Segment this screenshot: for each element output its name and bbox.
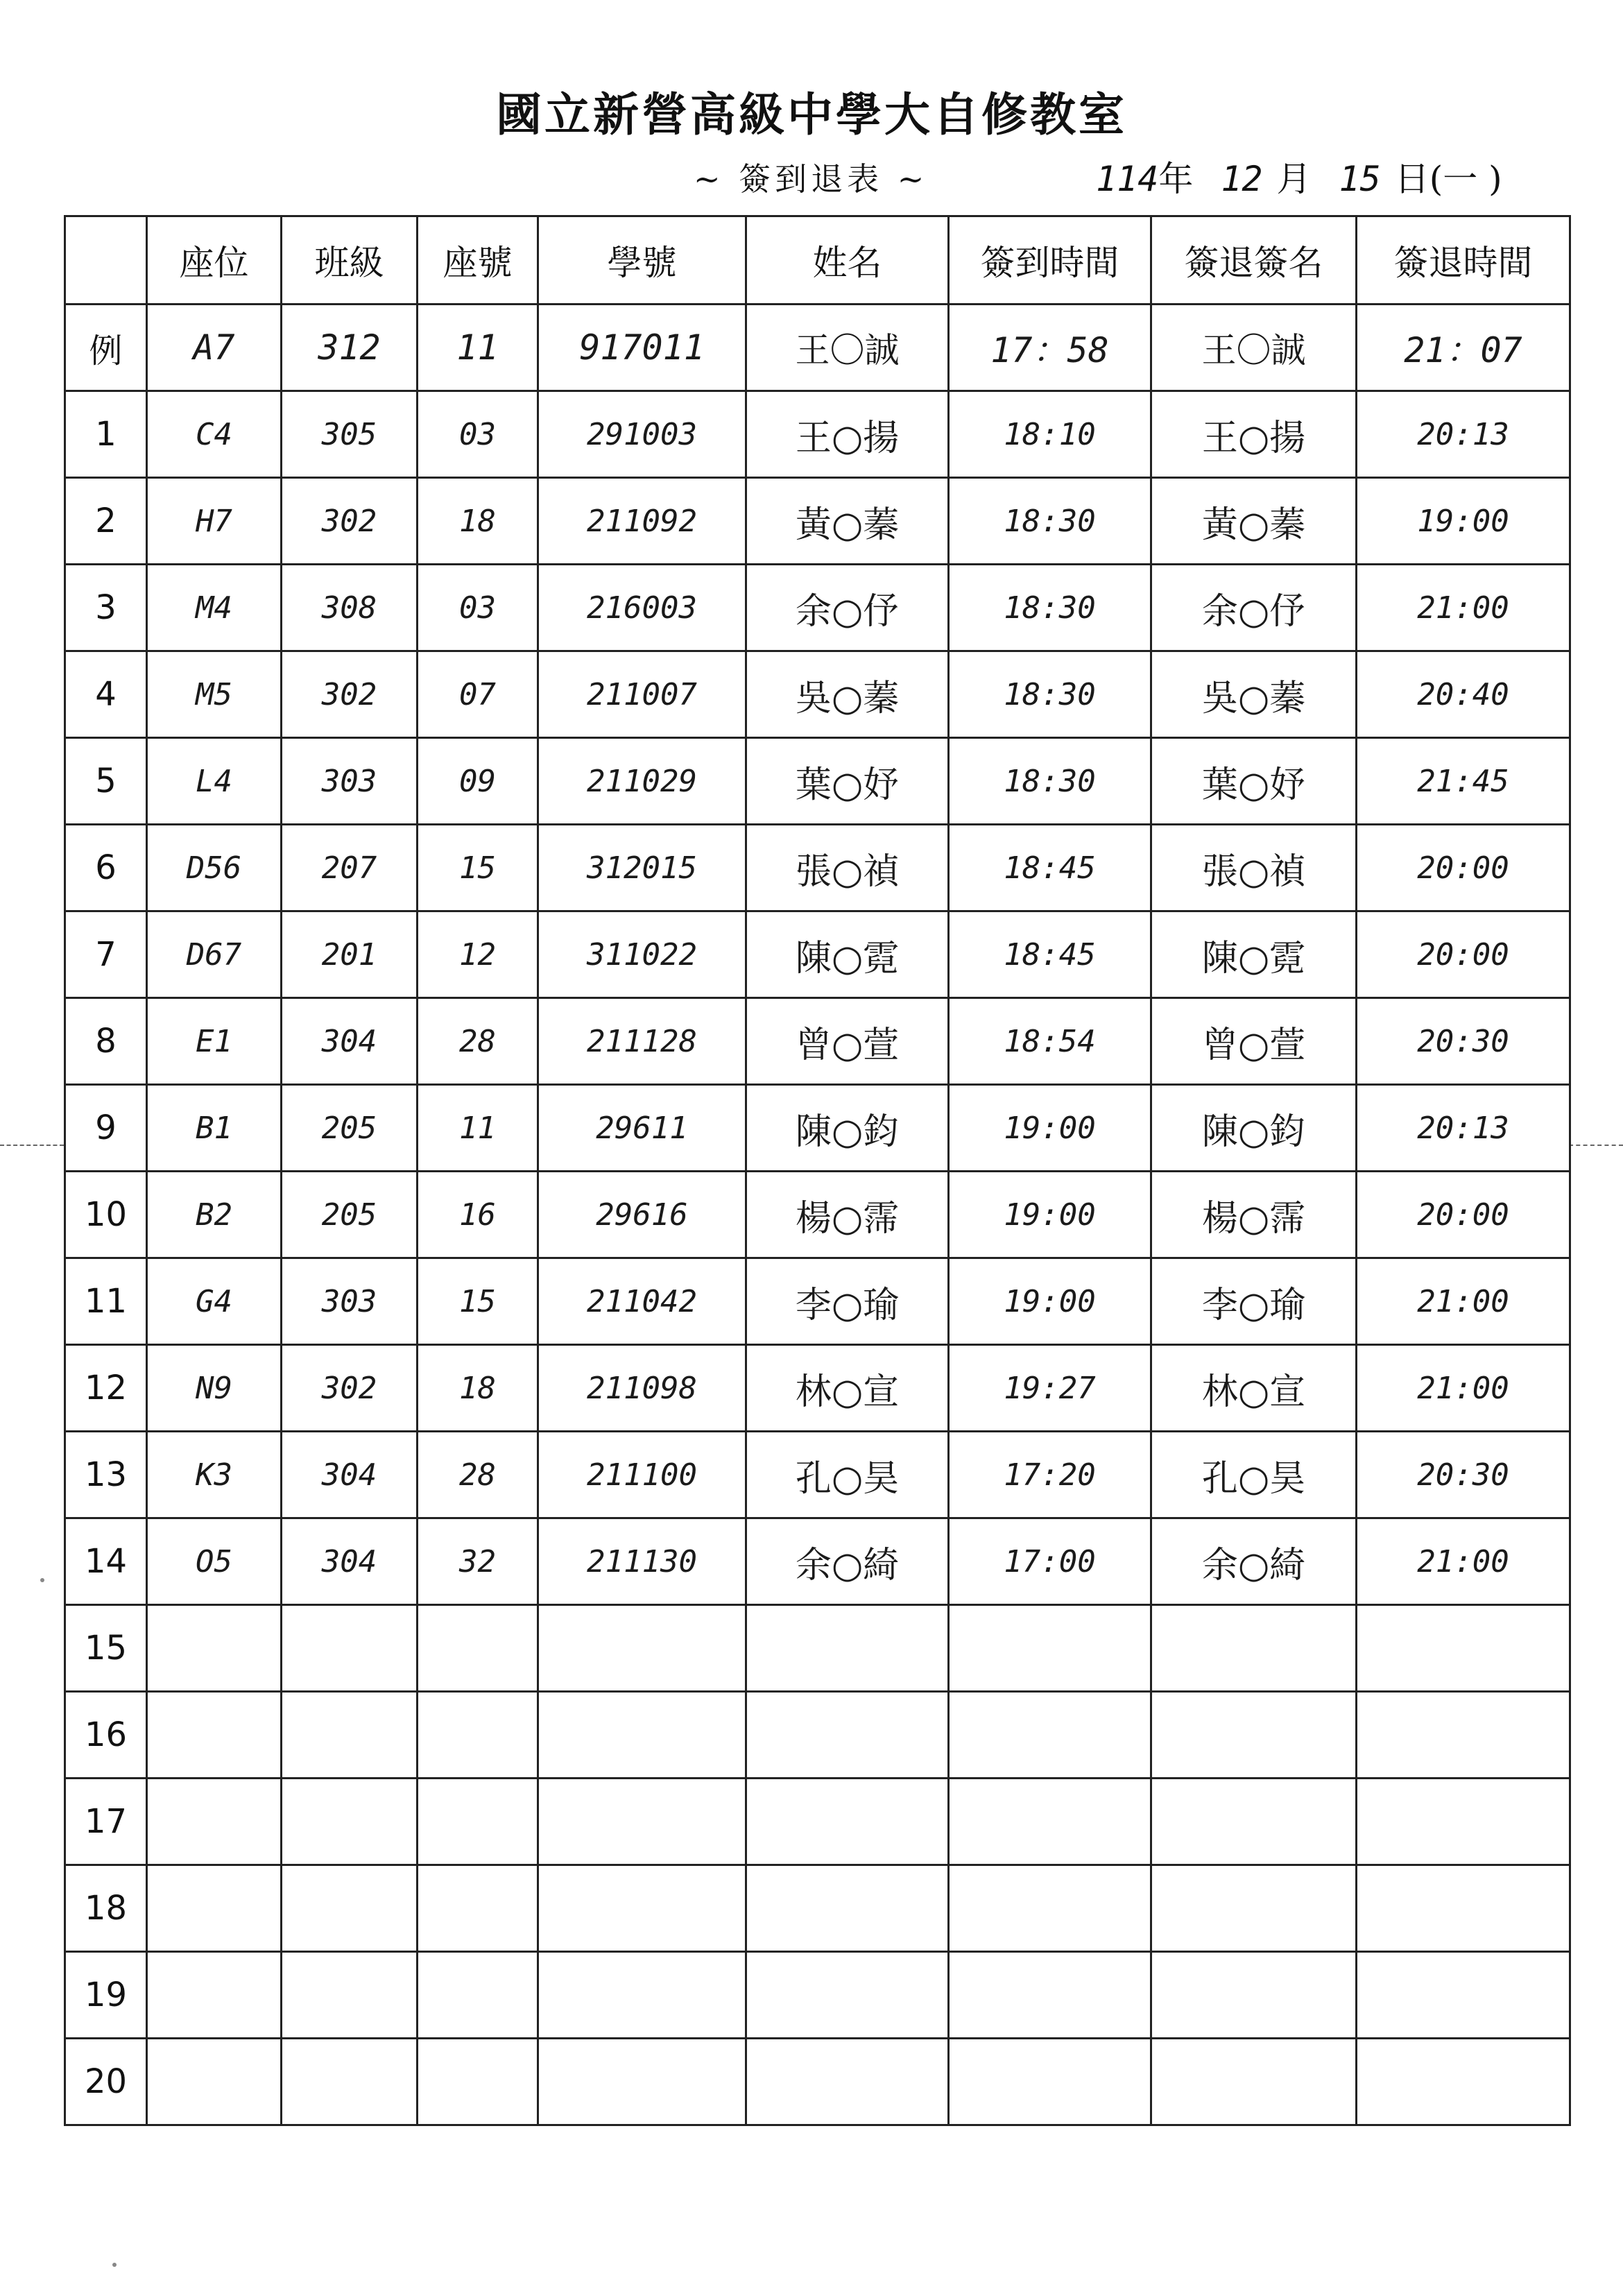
cell-signout-signature: 黃○蓁 bbox=[1151, 478, 1357, 565]
cell-checkout-time: 20:40 bbox=[1357, 651, 1570, 738]
cell-seat-no: 09 bbox=[418, 738, 538, 825]
table-row bbox=[65, 998, 1570, 1085]
cell-checkin-time: 17:20 bbox=[949, 1432, 1151, 1518]
cell-student-id: 211042 bbox=[538, 1258, 746, 1345]
table-row bbox=[65, 1952, 1570, 2039]
cell-seat bbox=[147, 1692, 282, 1779]
cell-student-id: 211092 bbox=[538, 478, 746, 565]
cell-row-number: 11 bbox=[65, 1258, 147, 1345]
cell-seat: M5 bbox=[147, 651, 282, 738]
cell-seat-no: 15 bbox=[418, 825, 538, 911]
cell-checkin-time bbox=[949, 1865, 1151, 1952]
cell-name: 吳○蓁 bbox=[746, 651, 949, 738]
cell-checkin-time: 18:45 bbox=[949, 825, 1151, 911]
cell-checkout-time: 20:13 bbox=[1357, 1085, 1570, 1172]
table-row bbox=[65, 1518, 1570, 1605]
cell-seat: D67 bbox=[147, 911, 282, 998]
cell-class: 304 bbox=[282, 998, 418, 1085]
col-header-signout-signature: 簽退簽名 bbox=[1151, 216, 1357, 305]
cell-class: 205 bbox=[282, 1085, 418, 1172]
cell-row-number: 12 bbox=[65, 1345, 147, 1432]
cell-checkin-time: 17：58 bbox=[949, 305, 1151, 391]
table-row bbox=[65, 1172, 1570, 1258]
cell-name bbox=[746, 1605, 949, 1692]
cell-row-number: 18 bbox=[65, 1865, 147, 1952]
cell-row-number: 1 bbox=[65, 391, 147, 478]
cell-class: 308 bbox=[282, 565, 418, 651]
cell-class: 304 bbox=[282, 1432, 418, 1518]
cell-student-id: 29611 bbox=[538, 1085, 746, 1172]
cell-name: 余○伃 bbox=[746, 565, 949, 651]
cell-seat-no bbox=[418, 1605, 538, 1692]
cell-seat-no: 28 bbox=[418, 998, 538, 1085]
cell-student-id: 211130 bbox=[538, 1518, 746, 1605]
cell-seat-no: 18 bbox=[418, 478, 538, 565]
cell-name: 李○瑜 bbox=[746, 1258, 949, 1345]
cell-checkin-time: 18:54 bbox=[949, 998, 1151, 1085]
cell-checkout-time: 21：07 bbox=[1357, 305, 1570, 391]
cell-seat-no bbox=[418, 1692, 538, 1779]
scan-speck bbox=[40, 1578, 44, 1582]
cell-seat: G4 bbox=[147, 1258, 282, 1345]
cell-class: 302 bbox=[282, 1345, 418, 1432]
cell-name bbox=[746, 1692, 949, 1779]
cell-student-id: 312015 bbox=[538, 825, 746, 911]
cell-student-id bbox=[538, 1952, 746, 2039]
cell-seat-no: 03 bbox=[418, 565, 538, 651]
cell-seat-no bbox=[418, 1952, 538, 2039]
cell-seat bbox=[147, 2039, 282, 2125]
cell-name: 黃○蓁 bbox=[746, 478, 949, 565]
cell-checkin-time: 19:00 bbox=[949, 1172, 1151, 1258]
col-header-seat: 座位 bbox=[147, 216, 282, 305]
cell-checkout-time bbox=[1357, 2039, 1570, 2125]
cell-seat-no: 18 bbox=[418, 1345, 538, 1432]
date-weekday: (一 ) bbox=[1429, 159, 1502, 199]
cell-seat: M4 bbox=[147, 565, 282, 651]
table-row bbox=[65, 391, 1570, 478]
cell-row-number: 9 bbox=[65, 1085, 147, 1172]
cell-checkout-time: 20:30 bbox=[1357, 1432, 1570, 1518]
table-row bbox=[65, 2039, 1570, 2125]
cell-class bbox=[282, 1779, 418, 1865]
cell-seat-no: 11 bbox=[418, 1085, 538, 1172]
col-header-class: 班級 bbox=[282, 216, 418, 305]
cell-signout-signature: 李○瑜 bbox=[1151, 1258, 1357, 1345]
cell-checkout-time: 20:00 bbox=[1357, 911, 1570, 998]
cell-student-id bbox=[538, 1692, 746, 1779]
date-line bbox=[1096, 151, 1502, 201]
cell-signout-signature: 孔○昊 bbox=[1151, 1432, 1357, 1518]
cell-row-number: 20 bbox=[65, 2039, 147, 2125]
cell-name: 楊○霈 bbox=[746, 1172, 949, 1258]
table-row bbox=[65, 1085, 1570, 1172]
cell-name: 陳○霓 bbox=[746, 911, 949, 998]
date-year: 114 bbox=[1096, 159, 1159, 199]
cell-student-id: 211128 bbox=[538, 998, 746, 1085]
table-row bbox=[65, 1605, 1570, 1692]
cell-student-id bbox=[538, 2039, 746, 2125]
table-row bbox=[65, 825, 1570, 911]
cell-seat: B1 bbox=[147, 1085, 282, 1172]
cell-student-id: 211100 bbox=[538, 1432, 746, 1518]
cell-seat: O5 bbox=[147, 1518, 282, 1605]
cell-class bbox=[282, 1605, 418, 1692]
cell-student-id: 211029 bbox=[538, 738, 746, 825]
cell-checkout-time: 20:00 bbox=[1357, 1172, 1570, 1258]
cell-signout-signature bbox=[1151, 1952, 1357, 2039]
cell-student-id bbox=[538, 1865, 746, 1952]
cell-row-number: 4 bbox=[65, 651, 147, 738]
cell-row-number: 2 bbox=[65, 478, 147, 565]
cell-student-id: 291003 bbox=[538, 391, 746, 478]
cell-seat bbox=[147, 1865, 282, 1952]
cell-class: 304 bbox=[282, 1518, 418, 1605]
cell-signout-signature: 陳○霓 bbox=[1151, 911, 1357, 998]
cell-student-id: 311022 bbox=[538, 911, 746, 998]
cell-name: 王〇誠 bbox=[746, 305, 949, 391]
cell-class: 302 bbox=[282, 651, 418, 738]
cell-student-id: 29616 bbox=[538, 1172, 746, 1258]
cell-class bbox=[282, 1865, 418, 1952]
cell-name bbox=[746, 1779, 949, 1865]
cell-seat: L4 bbox=[147, 738, 282, 825]
scan-speck bbox=[112, 2263, 117, 2267]
cell-signout-signature bbox=[1151, 2039, 1357, 2125]
cell-name: 余○綺 bbox=[746, 1518, 949, 1605]
cell-signout-signature: 吳○蓁 bbox=[1151, 651, 1357, 738]
cell-row-number: 5 bbox=[65, 738, 147, 825]
cell-seat-no: 03 bbox=[418, 391, 538, 478]
cell-checkin-time bbox=[949, 1952, 1151, 2039]
cell-seat-no: 16 bbox=[418, 1172, 538, 1258]
header-row bbox=[65, 216, 1570, 305]
cell-signout-signature: 余○伃 bbox=[1151, 565, 1357, 651]
cell-checkout-time bbox=[1357, 1952, 1570, 2039]
cell-checkout-time: 21:00 bbox=[1357, 1258, 1570, 1345]
table-row bbox=[65, 565, 1570, 651]
cell-student-id: 211098 bbox=[538, 1345, 746, 1432]
cell-seat-no: 32 bbox=[418, 1518, 538, 1605]
cell-name bbox=[746, 1952, 949, 2039]
cell-checkout-time bbox=[1357, 1779, 1570, 1865]
cell-seat-no bbox=[418, 1779, 538, 1865]
cell-checkin-time: 17:00 bbox=[949, 1518, 1151, 1605]
col-header-name: 姓名 bbox=[746, 216, 949, 305]
cell-row-number: 19 bbox=[65, 1952, 147, 2039]
table-row bbox=[65, 1779, 1570, 1865]
cell-seat-no bbox=[418, 2039, 538, 2125]
cell-seat bbox=[147, 1952, 282, 2039]
cell-checkin-time: 18:30 bbox=[949, 565, 1151, 651]
cell-seat: E1 bbox=[147, 998, 282, 1085]
cell-name bbox=[746, 1865, 949, 1952]
cell-signout-signature: 葉○妤 bbox=[1151, 738, 1357, 825]
cell-checkin-time: 18:10 bbox=[949, 391, 1151, 478]
cell-seat: C4 bbox=[147, 391, 282, 478]
cell-checkin-time bbox=[949, 2039, 1151, 2125]
cell-class: 205 bbox=[282, 1172, 418, 1258]
cell-checkout-time: 21:00 bbox=[1357, 1345, 1570, 1432]
cell-seat-no: 15 bbox=[418, 1258, 538, 1345]
cell-class: 201 bbox=[282, 911, 418, 998]
cell-name: 張○禎 bbox=[746, 825, 949, 911]
date-year-unit: 年 bbox=[1158, 159, 1194, 199]
table-row bbox=[65, 911, 1570, 998]
page-title: 國立新營高級中學大自修教室 bbox=[496, 87, 1127, 142]
table-row bbox=[65, 651, 1570, 738]
cell-checkin-time: 18:45 bbox=[949, 911, 1151, 998]
cell-name: 孔○昊 bbox=[746, 1432, 949, 1518]
date-day: 15 bbox=[1339, 159, 1381, 199]
cell-checkin-time: 18:30 bbox=[949, 478, 1151, 565]
cell-name: 王○揚 bbox=[746, 391, 949, 478]
col-header-student-id: 學號 bbox=[538, 216, 746, 305]
cell-seat: N9 bbox=[147, 1345, 282, 1432]
cell-student-id bbox=[538, 1605, 746, 1692]
cell-row-number: 17 bbox=[65, 1779, 147, 1865]
cell-name: 曾○萱 bbox=[746, 998, 949, 1085]
col-header-checkout-time: 簽退時間 bbox=[1357, 216, 1570, 305]
cell-checkout-time: 20:13 bbox=[1357, 391, 1570, 478]
cell-class: 305 bbox=[282, 391, 418, 478]
cell-student-id: 216003 bbox=[538, 565, 746, 651]
cell-class: 312 bbox=[282, 305, 418, 391]
cell-checkin-time: 19:00 bbox=[949, 1258, 1151, 1345]
cell-row-number: 3 bbox=[65, 565, 147, 651]
cell-row-number: 10 bbox=[65, 1172, 147, 1258]
cell-student-id bbox=[538, 1779, 746, 1865]
col-header-seat-no: 座號 bbox=[418, 216, 538, 305]
cell-row-number: 16 bbox=[65, 1692, 147, 1779]
cell-checkin-time: 18:30 bbox=[949, 651, 1151, 738]
date-month-unit: 月 bbox=[1276, 159, 1312, 199]
cell-checkin-time bbox=[949, 1605, 1151, 1692]
cell-row-number: 15 bbox=[65, 1605, 147, 1692]
date-day-unit: 日 bbox=[1394, 159, 1429, 199]
cell-signout-signature: 張○禎 bbox=[1151, 825, 1357, 911]
cell-seat-no bbox=[418, 1865, 538, 1952]
table-row bbox=[65, 1692, 1570, 1779]
cell-signout-signature bbox=[1151, 1865, 1357, 1952]
table-row bbox=[65, 1865, 1570, 1952]
cell-checkin-time bbox=[949, 1779, 1151, 1865]
cell-checkin-time bbox=[949, 1692, 1151, 1779]
cell-signout-signature: 王〇誠 bbox=[1151, 305, 1357, 391]
cell-row-number: 6 bbox=[65, 825, 147, 911]
cell-row-number: 例 bbox=[65, 305, 147, 391]
cell-signout-signature: 陳○鈞 bbox=[1151, 1085, 1357, 1172]
cell-signout-signature bbox=[1151, 1692, 1357, 1779]
cell-seat: B2 bbox=[147, 1172, 282, 1258]
cell-row-number: 14 bbox=[65, 1518, 147, 1605]
table-row bbox=[65, 1345, 1570, 1432]
cell-signout-signature bbox=[1151, 1779, 1357, 1865]
cell-class bbox=[282, 1692, 418, 1779]
cell-checkout-time bbox=[1357, 1692, 1570, 1779]
cell-name: 林○宣 bbox=[746, 1345, 949, 1432]
cell-row-number: 7 bbox=[65, 911, 147, 998]
table-row bbox=[65, 738, 1570, 825]
table-row bbox=[65, 478, 1570, 565]
col-header-checkin-time: 簽到時間 bbox=[949, 216, 1151, 305]
cell-seat-no: 12 bbox=[418, 911, 538, 998]
cell-signout-signature bbox=[1151, 1605, 1357, 1692]
table-row bbox=[65, 1258, 1570, 1345]
cell-checkout-time: 21:00 bbox=[1357, 1518, 1570, 1605]
cell-class: 303 bbox=[282, 1258, 418, 1345]
cell-checkout-time: 19:00 bbox=[1357, 478, 1570, 565]
cell-seat bbox=[147, 1605, 282, 1692]
cell-checkin-time: 19:00 bbox=[949, 1085, 1151, 1172]
cell-row-number: 8 bbox=[65, 998, 147, 1085]
date-month: 12 bbox=[1221, 159, 1263, 199]
cell-signout-signature: 余○綺 bbox=[1151, 1518, 1357, 1605]
cell-signout-signature: 林○宣 bbox=[1151, 1345, 1357, 1432]
cell-seat bbox=[147, 1779, 282, 1865]
cell-student-id: 211007 bbox=[538, 651, 746, 738]
cell-class: 207 bbox=[282, 825, 418, 911]
cell-checkout-time: 20:00 bbox=[1357, 825, 1570, 911]
sign-in-table bbox=[64, 215, 1571, 2126]
cell-class bbox=[282, 1952, 418, 2039]
cell-signout-signature: 楊○霈 bbox=[1151, 1172, 1357, 1258]
cell-checkout-time bbox=[1357, 1865, 1570, 1952]
example-row bbox=[65, 305, 1570, 391]
cell-signout-signature: 王○揚 bbox=[1151, 391, 1357, 478]
cell-seat-no: 07 bbox=[418, 651, 538, 738]
cell-seat: A7 bbox=[147, 305, 282, 391]
col-header-index bbox=[65, 216, 147, 305]
cell-seat: H7 bbox=[147, 478, 282, 565]
cell-seat: K3 bbox=[147, 1432, 282, 1518]
cell-checkout-time: 20:30 bbox=[1357, 998, 1570, 1085]
form-subtitle: ~ 簽到退表 ~ bbox=[694, 160, 929, 198]
cell-checkin-time: 19:27 bbox=[949, 1345, 1151, 1432]
cell-checkout-time bbox=[1357, 1605, 1570, 1692]
fold-line-right bbox=[1569, 1145, 1623, 1146]
cell-class bbox=[282, 2039, 418, 2125]
cell-name: 葉○妤 bbox=[746, 738, 949, 825]
cell-name: 陳○鈞 bbox=[746, 1085, 949, 1172]
cell-student-id: 917011 bbox=[538, 305, 746, 391]
cell-name bbox=[746, 2039, 949, 2125]
cell-seat-no: 11 bbox=[418, 305, 538, 391]
cell-signout-signature: 曾○萱 bbox=[1151, 998, 1357, 1085]
cell-class: 303 bbox=[282, 738, 418, 825]
fold-line-left bbox=[0, 1145, 64, 1146]
table-row bbox=[65, 1432, 1570, 1518]
cell-class: 302 bbox=[282, 478, 418, 565]
cell-row-number: 13 bbox=[65, 1432, 147, 1518]
cell-checkin-time: 18:30 bbox=[949, 738, 1151, 825]
cell-checkout-time: 21:45 bbox=[1357, 738, 1570, 825]
cell-seat: D56 bbox=[147, 825, 282, 911]
cell-checkout-time: 21:00 bbox=[1357, 565, 1570, 651]
cell-seat-no: 28 bbox=[418, 1432, 538, 1518]
